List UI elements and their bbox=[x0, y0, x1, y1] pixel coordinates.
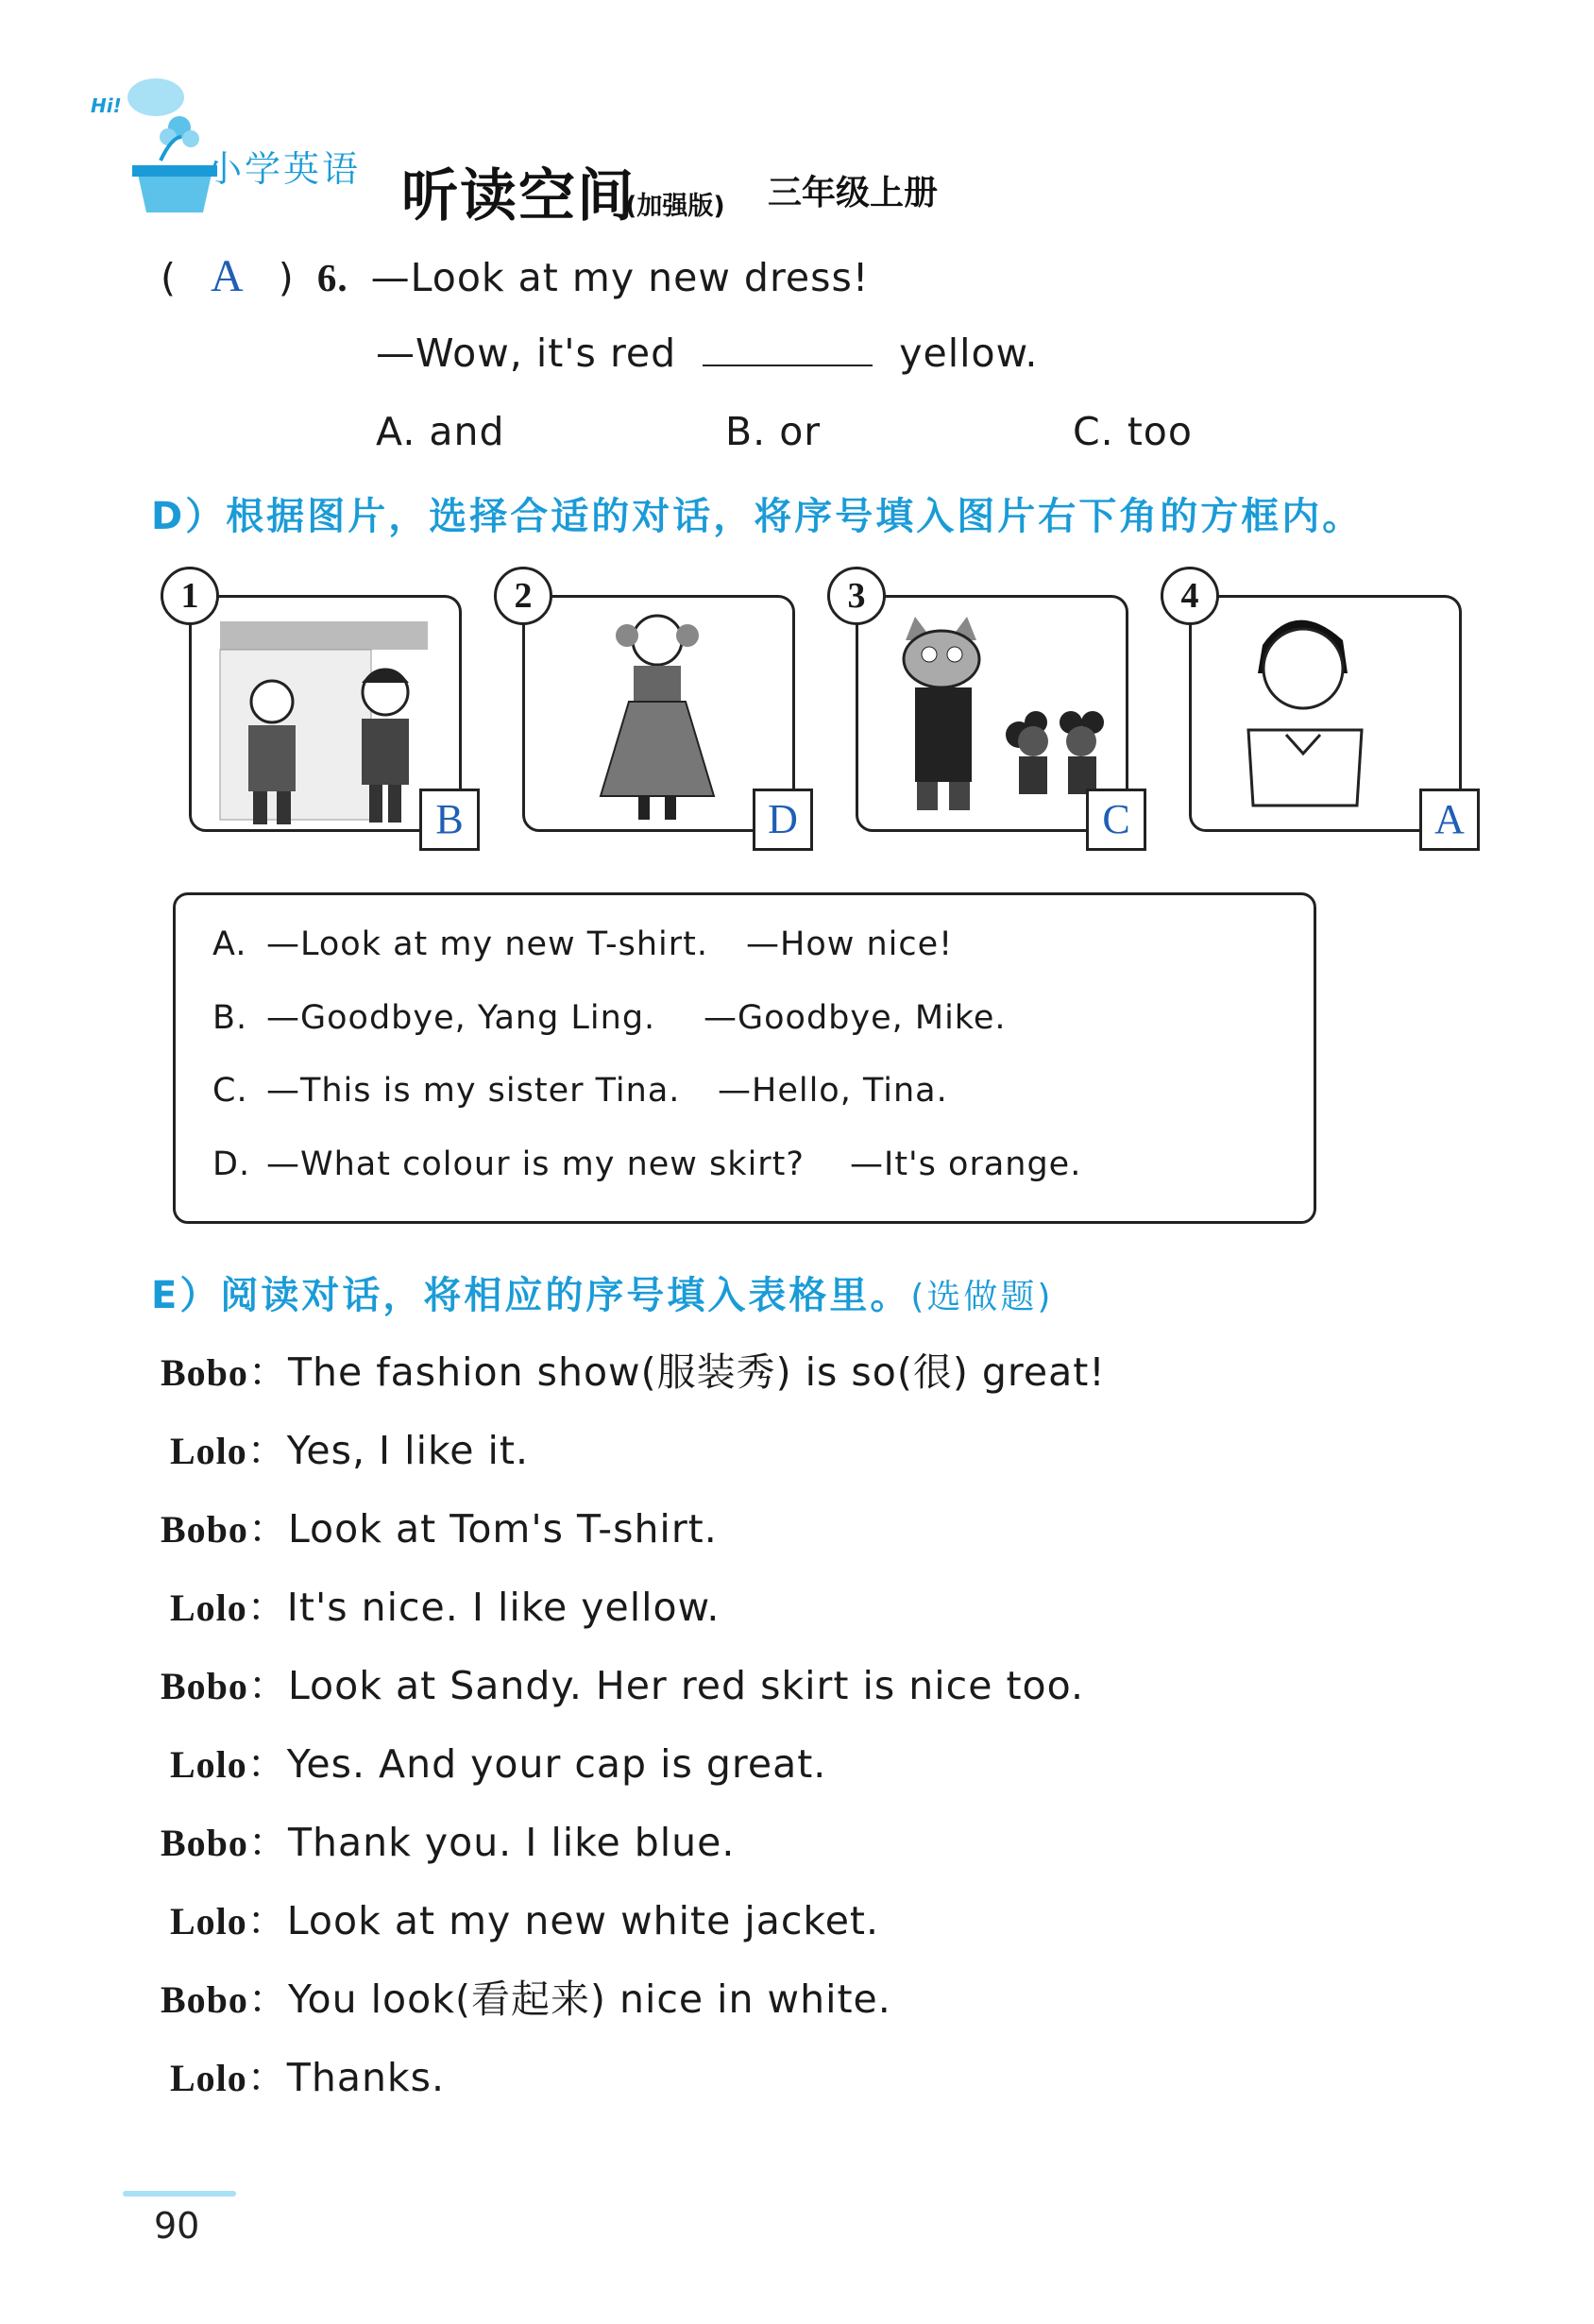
option-reply: —Hello, Tina. bbox=[718, 1072, 948, 1110]
option-c: C. too bbox=[1073, 409, 1193, 454]
line-text: Look at my new white jacket. bbox=[286, 1898, 880, 1943]
answer-6: A bbox=[211, 251, 245, 301]
answer-blank bbox=[703, 365, 873, 366]
speaker-colon: ： bbox=[246, 1585, 287, 1630]
option-question: —Goodbye, Yang Ling. bbox=[266, 999, 656, 1037]
speaker-colon: ： bbox=[247, 1506, 288, 1552]
line-text: Thank you. I like blue. bbox=[287, 1820, 736, 1865]
dialogue-line bbox=[161, 1498, 718, 1553]
paren-open: ( bbox=[161, 255, 177, 300]
line-text: Look at Sandy. Her red skirt is nice too. bbox=[287, 1663, 1085, 1708]
line-text: Yes. And your cap is great. bbox=[286, 1741, 827, 1787]
option-reply: —It's orange. bbox=[850, 1145, 1082, 1183]
line-text: Thanks. bbox=[286, 2055, 446, 2100]
dialogue-line bbox=[161, 1341, 1106, 1397]
picture-3-number: 3 bbox=[827, 567, 886, 625]
option-question: —This is my sister Tina. bbox=[266, 1072, 681, 1110]
line2-after: yellow. bbox=[899, 331, 1039, 376]
speaker: Lolo bbox=[170, 1900, 247, 1942]
speaker: Bobo bbox=[161, 1665, 248, 1707]
speaker: Lolo bbox=[170, 1586, 247, 1629]
dialogue-line bbox=[170, 1733, 826, 1789]
picture-3-answer-box[interactable]: C bbox=[1086, 789, 1146, 851]
speaker-colon: ： bbox=[247, 1820, 288, 1865]
optional-note: (选做题) bbox=[910, 1278, 1054, 1316]
grade-label: 三年级上册 bbox=[768, 174, 939, 212]
dialogue-line bbox=[170, 2046, 445, 2102]
section-d-title: D）根据图片，选择合适的对话，将序号填入图片右下角的方框内。 bbox=[151, 495, 1364, 538]
speaker: Bobo bbox=[161, 1822, 248, 1864]
speaker: Lolo bbox=[170, 1430, 247, 1472]
option-question: —What colour is my new skirt? bbox=[266, 1145, 805, 1183]
speaker-colon: ： bbox=[246, 2055, 287, 2100]
option-a: A. and bbox=[376, 409, 505, 454]
line-text: It's nice. I like yellow. bbox=[286, 1585, 721, 1630]
question-6 bbox=[161, 250, 869, 302]
option-label: C. bbox=[212, 1072, 248, 1110]
section-e-title-text: E）阅读对话，将相应的序号填入表格里。 bbox=[151, 1274, 911, 1317]
option-reply: —Goodbye, Mike. bbox=[704, 999, 1007, 1037]
paren-close: ) bbox=[278, 255, 295, 300]
option-label: B. bbox=[212, 999, 248, 1037]
speaker: Lolo bbox=[170, 1743, 247, 1786]
question-line-2 bbox=[376, 331, 1038, 376]
page-number: 90 bbox=[154, 2205, 200, 2247]
series-title: 小学英语 bbox=[206, 148, 362, 190]
dialogue-line bbox=[170, 1890, 879, 1945]
picture-4-answer-box[interactable]: A bbox=[1419, 789, 1480, 851]
dialogue-line bbox=[170, 1576, 720, 1632]
speaker-colon: ： bbox=[246, 1428, 287, 1473]
hi-badge: Hi! bbox=[91, 94, 122, 117]
section-e-title bbox=[151, 1265, 1053, 1319]
speaker-colon: ： bbox=[246, 1898, 287, 1943]
option-question: —Look at my new T-shirt. bbox=[266, 925, 708, 963]
dialogue-line bbox=[161, 1654, 1084, 1710]
option-reply: —How nice! bbox=[746, 925, 954, 963]
line-text: Yes, I like it. bbox=[286, 1428, 529, 1473]
speaker-colon: ： bbox=[247, 1976, 288, 2022]
speaker-colon: ： bbox=[246, 1741, 287, 1787]
picture-2-number: 2 bbox=[494, 567, 552, 625]
question-number: 6. bbox=[316, 256, 348, 299]
speaker: Bobo bbox=[161, 1508, 248, 1551]
picture-4-number: 4 bbox=[1161, 567, 1219, 625]
line-text: Look at Tom's T-shirt. bbox=[287, 1506, 718, 1552]
picture-1-number: 1 bbox=[161, 567, 219, 625]
speaker-colon: ： bbox=[247, 1663, 288, 1708]
footer-stripe bbox=[123, 2191, 236, 2197]
speaker: Lolo bbox=[170, 2057, 247, 2099]
speaker: Bobo bbox=[161, 1978, 248, 2021]
book-title: 听读空间 bbox=[401, 163, 636, 229]
line2-before: —Wow, it's red bbox=[376, 331, 677, 376]
speaker-colon: ： bbox=[247, 1349, 288, 1395]
dialogue-line bbox=[170, 1419, 529, 1475]
option-b: B. or bbox=[725, 409, 822, 454]
edition-label: (加强版) bbox=[625, 192, 725, 221]
picture-1-answer-box[interactable]: B bbox=[419, 789, 480, 851]
question-line-1: —Look at my new dress! bbox=[370, 255, 870, 300]
option-label: A. bbox=[212, 925, 247, 963]
line-text: You look(看起来) nice in white. bbox=[287, 1976, 891, 2022]
dialogue-line bbox=[161, 1811, 735, 1867]
speaker: Bobo bbox=[161, 1351, 248, 1394]
option-label: D. bbox=[212, 1145, 251, 1183]
picture-2-answer-box[interactable]: D bbox=[753, 789, 813, 851]
dialogue-line bbox=[161, 1968, 891, 2024]
line-text: The fashion show(服装秀) is so(很) great! bbox=[287, 1349, 1106, 1395]
